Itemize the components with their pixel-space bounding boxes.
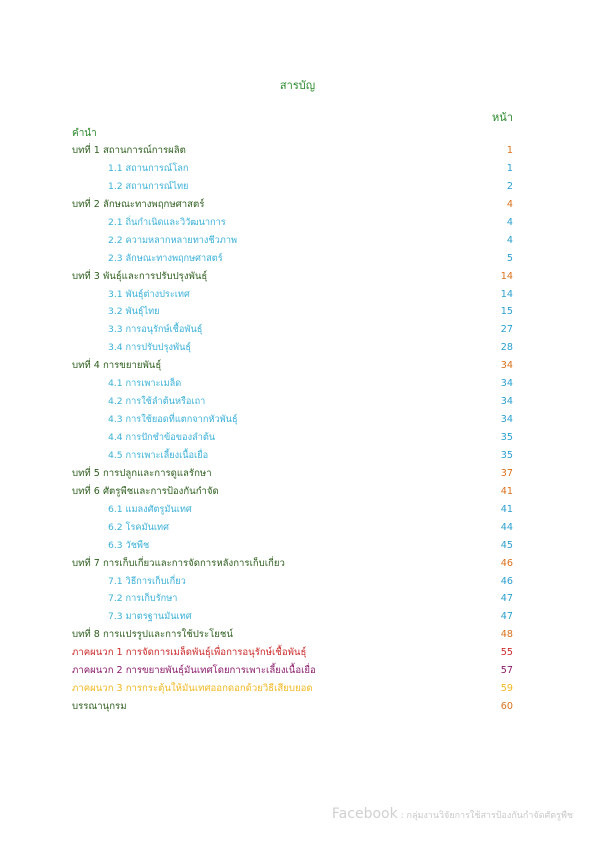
preface-entry: คำนำ bbox=[72, 128, 97, 139]
toc-entry-section bbox=[72, 395, 513, 413]
toc-entry-page-number: 46 bbox=[500, 557, 513, 569]
toc-entry-label: 3.2 พันธุ์ไทย bbox=[108, 306, 160, 318]
toc-entry-biblio bbox=[72, 700, 513, 718]
table-of-contents bbox=[72, 144, 513, 718]
toc-entry-page-number: 35 bbox=[500, 432, 513, 443]
toc-entry-page-number: 57 bbox=[500, 665, 513, 677]
toc-entry-section bbox=[72, 234, 513, 252]
toc-entry-page-number: 48 bbox=[500, 629, 513, 641]
toc-entry-chapter bbox=[72, 485, 513, 503]
toc-entry-page-number: 14 bbox=[500, 288, 513, 300]
toc-entry-chapter bbox=[72, 359, 513, 377]
toc-entry-section bbox=[72, 305, 513, 323]
toc-entry-page-number: 1 bbox=[506, 162, 513, 174]
toc-entry-section bbox=[72, 180, 513, 198]
toc-entry-label: 4.2 การใช้ลำต้นหรือเถา bbox=[108, 396, 206, 408]
toc-entry-page-number: 60 bbox=[500, 701, 513, 713]
toc-entry-page-number: 34 bbox=[500, 396, 513, 408]
toc-entry-chapter bbox=[72, 557, 513, 575]
toc-entry-section bbox=[72, 610, 513, 628]
toc-entry-label: 1.2 สถานการณ์ไทย bbox=[108, 180, 189, 192]
toc-entry-section bbox=[72, 413, 513, 431]
toc-entry-section bbox=[72, 575, 513, 593]
toc-entry-label: บทที่ 8 การแปรรูปและการใช้ประโยชน์ bbox=[72, 629, 233, 641]
toc-entry-page-number: 28 bbox=[500, 342, 513, 354]
toc-entry-label: 4.3 การใช้ยอดที่แตกจากหัวพันธุ์ bbox=[108, 414, 238, 426]
toc-entry-label: บทที่ 2 ลักษณะทางพฤกษศาสตร์ bbox=[72, 198, 205, 210]
toc-entry-page-number: 14 bbox=[500, 270, 513, 282]
toc-entry-label: 2.3 ลักษณะทางพฤกษศาสตร์ bbox=[108, 252, 223, 264]
toc-entry-page-number: 41 bbox=[500, 485, 513, 497]
toc-entry-label: 3.1 พันธุ์ต่างประเทศ bbox=[108, 288, 190, 300]
toc-entry-label: 4.1 การเพาะเมล็ด bbox=[108, 378, 182, 390]
toc-entry-section bbox=[72, 503, 513, 521]
toc-entry-label: 6.1 แมลงศัตรูมันเทศ bbox=[108, 503, 192, 515]
toc-entry-page-number: 27 bbox=[500, 324, 513, 336]
toc-entry-page-number: 47 bbox=[500, 611, 513, 623]
toc-entry-page-number: 35 bbox=[500, 449, 513, 461]
toc-entry-page-number: 46 bbox=[500, 575, 513, 587]
toc-entry-section bbox=[72, 216, 513, 234]
footer-group-name: กลุ่มงานวิจัยการใช้สารป้องกันกำจัดศัตรูพืช bbox=[406, 811, 573, 821]
toc-entry-page-number: 34 bbox=[500, 414, 513, 426]
toc-entry-chapter bbox=[72, 270, 513, 288]
toc-entry-appx1 bbox=[72, 646, 513, 664]
toc-entry-page-number: 47 bbox=[500, 593, 513, 605]
toc-entry-section bbox=[72, 521, 513, 539]
toc-entry-page-number: 45 bbox=[500, 539, 513, 551]
footer-credit bbox=[332, 806, 573, 822]
toc-entry-page-number: 44 bbox=[500, 521, 513, 533]
toc-entry-label: บทที่ 3 พันธุ์และการปรับปรุงพันธุ์ bbox=[72, 270, 208, 282]
toc-entry-chapter bbox=[72, 198, 513, 216]
toc-entry-chapter bbox=[72, 467, 513, 485]
toc-entry-label: 6.3 วัชพืช bbox=[108, 539, 150, 551]
toc-entry-label: บรรณานุกรม bbox=[72, 701, 127, 713]
toc-entry-page-number: 55 bbox=[500, 647, 513, 659]
toc-entry-label: 4.5 การเพาะเลี้ยงเนื้อเยื่อ bbox=[108, 449, 209, 461]
footer-separator: : bbox=[400, 811, 404, 821]
toc-entry-label: บทที่ 4 การขยายพันธุ์ bbox=[72, 360, 162, 372]
toc-entry-page-number: 2 bbox=[506, 180, 513, 192]
toc-entry-label: 2.1 ถิ่นกำเนิดและวิวัฒนาการ bbox=[108, 216, 226, 228]
toc-entry-label: ภาคผนวก 3 การกระตุ้นให้มันเทศออกดอกด้วยวิธีเสียบยอด bbox=[72, 683, 313, 695]
toc-entry-page-number: 4 bbox=[506, 216, 513, 228]
toc-entry-appx3 bbox=[72, 682, 513, 700]
toc-entry-page-number: 34 bbox=[500, 360, 513, 372]
toc-entry-label: 3.4 การปรับปรุงพันธุ์ bbox=[108, 342, 191, 354]
toc-entry-page-number: 4 bbox=[506, 198, 513, 210]
toc-entry-section bbox=[72, 162, 513, 180]
toc-entry-label: 1.1 สถานการณ์โลก bbox=[108, 162, 189, 174]
toc-entry-label: บทที่ 5 การปลูกและการดูแลรักษา bbox=[72, 467, 212, 479]
toc-entry-label: 7.3 มาตรฐานมันเทศ bbox=[108, 611, 192, 623]
toc-entry-label: ภาคผนวก 2 การขยายพันธุ์มันเทศโดยการเพาะเลี้ยงเนื้อเยื่อ bbox=[72, 665, 316, 677]
toc-entry-label: 6.2 โรคมันเทศ bbox=[108, 521, 169, 533]
toc-entry-chapter bbox=[72, 144, 513, 162]
toc-entry-page-number: 5 bbox=[506, 252, 513, 264]
footer-brand: Facebook bbox=[331, 806, 398, 822]
toc-entry-label: ภาคผนวก 1 การจัดการเมล็ดพันธุ์เพื่อการอนุรักษ์เชื้อพันธุ์ bbox=[72, 647, 307, 659]
toc-entry-page-number: 37 bbox=[500, 467, 513, 479]
page-title: สารบัญ bbox=[279, 79, 316, 92]
toc-entry-page-number: 59 bbox=[500, 683, 513, 695]
toc-entry-section bbox=[72, 341, 513, 359]
toc-entry-page-number: 1 bbox=[506, 145, 513, 156]
toc-entry-section bbox=[72, 377, 513, 395]
toc-entry-page-number: 34 bbox=[500, 378, 513, 390]
toc-entry-label: 7.1 วิธีการเก็บเกี่ยว bbox=[108, 575, 186, 587]
toc-entry-section bbox=[72, 288, 513, 306]
toc-entry-chapter bbox=[72, 628, 513, 646]
toc-entry-label: บทที่ 1 สถานการณ์การผลิต bbox=[72, 145, 186, 156]
page-column-header: หน้า bbox=[492, 111, 513, 124]
toc-entry-label: 4.4 การปักชำข้อของลำต้น bbox=[108, 432, 216, 443]
toc-entry-page-number: 4 bbox=[506, 234, 513, 246]
toc-entry-label: 3.3 การอนุรักษ์เชื้อพันธุ์ bbox=[108, 324, 203, 336]
toc-entry-label: 7.2 การเก็บรักษา bbox=[108, 593, 178, 605]
toc-entry-page-number: 41 bbox=[500, 503, 513, 515]
toc-entry-section bbox=[72, 323, 513, 341]
toc-entry-label: บทที่ 7 การเก็บเกี่ยวและการจัดการหลังการเก็บเกี่ยว bbox=[72, 557, 285, 569]
toc-entry-section bbox=[72, 252, 513, 270]
toc-entry-appx2 bbox=[72, 664, 513, 682]
toc-entry-section bbox=[72, 431, 513, 449]
toc-entry-section bbox=[72, 539, 513, 557]
toc-entry-section bbox=[72, 592, 513, 610]
toc-entry-page-number: 15 bbox=[500, 306, 513, 318]
toc-entry-label: บทที่ 6 ศัตรูพืชและการป้องกันกำจัด bbox=[72, 485, 219, 497]
toc-entry-section bbox=[72, 449, 513, 467]
toc-entry-label: 2.2 ความหลากหลายทางชีวภาพ bbox=[108, 234, 238, 246]
